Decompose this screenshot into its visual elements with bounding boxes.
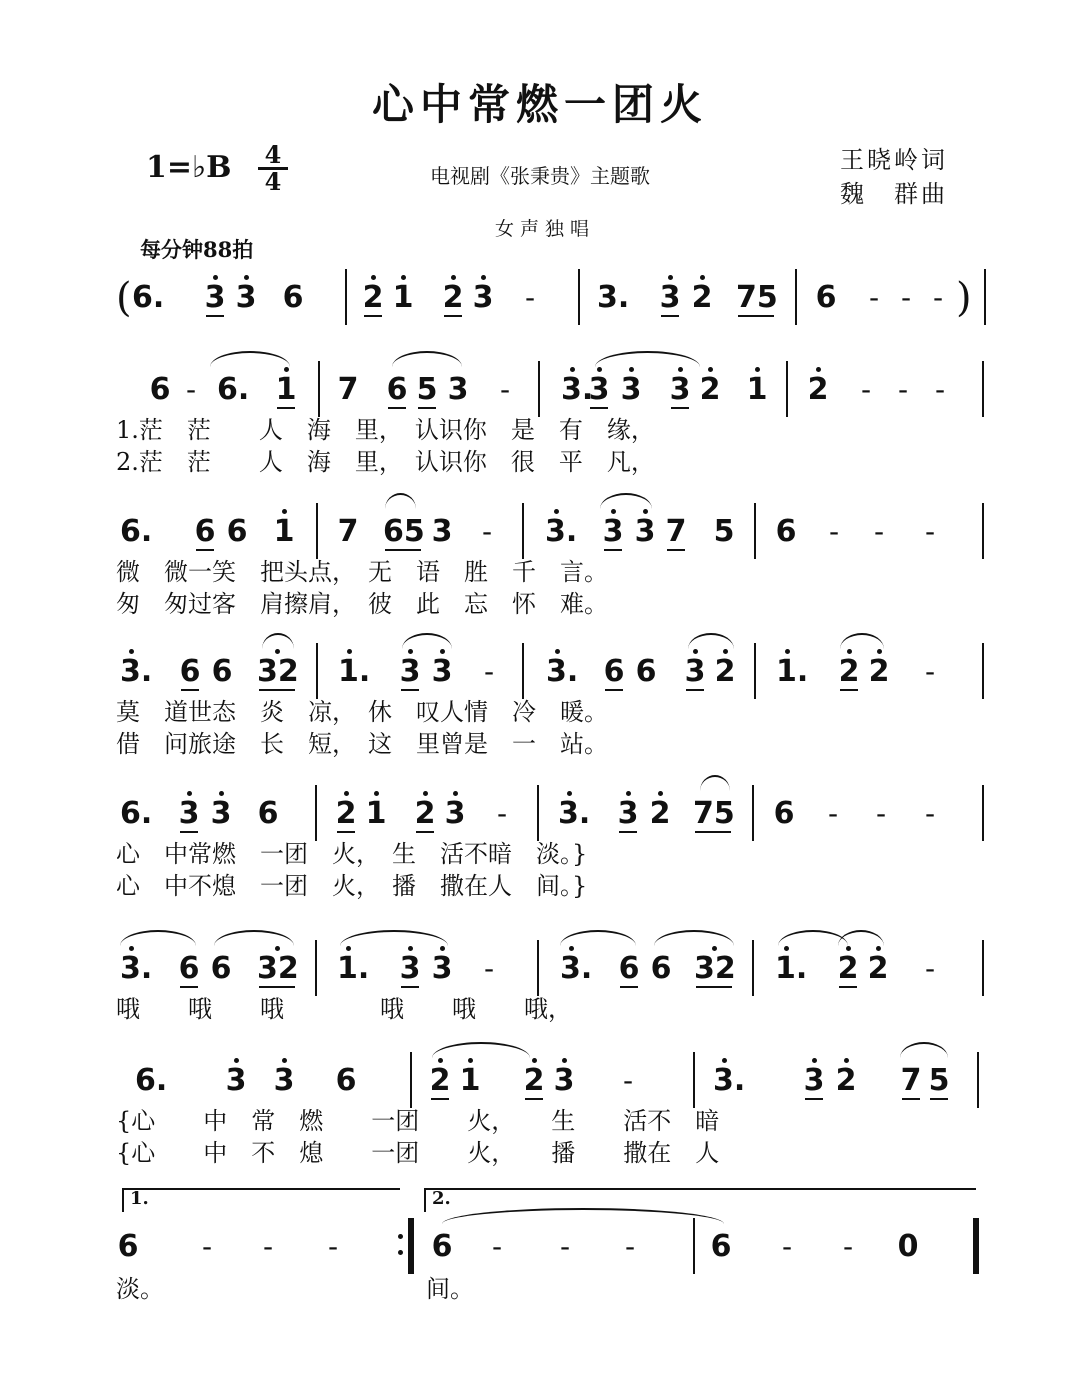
high-octave-dot [877,649,882,654]
note: 3 [204,281,226,315]
high-octave-dot [282,1058,287,1063]
beam-underline [277,407,295,409]
hold-dash: - [873,515,885,548]
note: 6 [815,280,837,315]
note: 3. [545,515,567,549]
note: 6 [773,796,795,831]
note: 1 [459,1064,481,1098]
high-octave-dot [401,275,406,280]
hold-dash: - [828,515,840,548]
high-octave-dot [440,649,445,654]
note: 2 [837,952,859,986]
beam-underline [401,986,419,988]
high-octave-dot [347,649,352,654]
hold-dash: - [827,797,839,830]
lyric-line: 哦 哦 哦 哦 哦 哦， [116,995,572,1023]
beam-underline [196,549,214,551]
beam-underline [619,831,637,833]
lyric-line: 间。 [426,1275,474,1303]
high-octave-dot [213,275,218,280]
hold-dash: - [481,515,493,548]
note: 6. [120,796,153,831]
note: 3. [597,280,630,315]
barline [977,1052,979,1108]
high-octave-dot [723,649,728,654]
high-octave-dot [569,946,574,951]
high-octave-dot [597,367,602,372]
song-title: 心中常燃一团火 [371,80,708,129]
note: 3 [588,373,610,407]
volta-second-ending [424,1188,976,1212]
note: 5 [928,1063,950,1098]
barline [984,269,986,325]
note: 6 [226,514,248,549]
high-octave-dot [844,1058,849,1063]
beam-underline [401,689,419,691]
high-octave-dot [708,367,713,372]
hold-dash: - [185,373,197,406]
high-octave-dot [722,1058,727,1063]
high-octave-dot [755,367,760,372]
barline [537,785,539,841]
beam-underline [416,831,434,833]
lyric-line: 微 微一笑 把头点， 无 语 胜 千 言。 [116,558,608,586]
note: 1. [338,655,360,689]
beam-underline [930,1098,948,1100]
beam-underline [696,986,732,988]
high-octave-dot [408,649,413,654]
barline [693,1218,695,1274]
note: 3 [447,372,469,407]
note: 6. [135,1063,168,1098]
score-row-5 [0,797,1080,947]
tempo-marking: 每分钟88拍 [140,237,254,262]
high-octave-dot [812,1058,817,1063]
note: 6 [179,654,201,689]
note: 3 [431,952,453,986]
note: 6 [149,372,171,407]
note: 6. [132,280,165,315]
beam-underline [431,1098,449,1100]
high-octave-dot [481,275,486,280]
note: 6 [210,951,232,986]
note: 7 [337,372,359,407]
lyric-line: 心 中常燃 一团 火， 生 活不暗 淡。} [116,840,588,868]
note: 1. [337,952,359,986]
hold-dash: - [897,373,909,406]
time-signature-bottom: 4 [264,167,282,196]
hold-dash: - [932,281,944,314]
beam-underline [385,549,421,551]
high-octave-dot [374,791,379,796]
barline [316,503,318,559]
beam-underline [902,1098,920,1100]
barline [982,643,984,699]
note: 1 [365,797,387,831]
high-octave-dot [438,1058,443,1063]
barline [786,361,788,417]
hold-dash: - [934,373,946,406]
hold-dash: - [201,1230,213,1263]
high-octave-dot [275,946,280,951]
note: 6 [117,1229,139,1264]
lyric-line: 心 中不熄 一团 火， 播 撒在人 间。} [116,872,588,900]
hold-dash: - [781,1230,793,1263]
beam-underline [364,315,382,317]
note: 3 [235,281,257,315]
high-octave-dot [562,1058,567,1063]
note: 6. [217,372,250,407]
hold-dash: - [924,515,936,548]
note: 3 [553,1064,575,1098]
note: 7 [337,514,359,549]
barline [318,361,320,417]
note: 1. [775,952,797,986]
barline [982,361,984,417]
hold-dash: - [262,1230,274,1263]
hold-dash: - [327,1230,339,1263]
hold-dash: - [496,797,508,830]
note: 2 [714,655,736,689]
barline [754,503,756,559]
note: 3 [225,1064,247,1098]
lyric-line: 2.茫 茫 人 海 里， 认识你 很 平 凡， [116,448,655,476]
high-octave-dot [284,367,289,372]
beam-underline [418,407,436,409]
lyric-line: {心 中 不 熄 一团 火， 播 撒在 人 [116,1139,720,1167]
beam-underline [180,831,198,833]
high-octave-dot [346,946,351,951]
note: 3. [120,655,142,689]
hold-dash: - [622,1064,634,1097]
note: 3 [431,655,453,689]
high-octave-dot [129,649,134,654]
beam-underline [686,689,704,691]
high-octave-dot [693,649,698,654]
repeat-dot [398,1250,403,1255]
note: 6 [386,372,408,407]
note: 6 [257,796,279,831]
high-octave-dot [451,275,456,280]
lyric-line: {心 中 常 燃 一团 火， 生 活不 暗 [116,1107,720,1135]
close-paren: ) [956,275,972,321]
barline [752,940,754,996]
hold-dash: - [900,281,912,314]
note: 6 [211,654,233,689]
lyric-line: 1.茫 茫 人 海 里， 认识你 是 有 缘， [116,416,655,444]
lyric-line: 淡。 [116,1275,164,1303]
barline [522,503,524,559]
repeat-barline [408,1218,414,1274]
note: 2 [649,797,671,831]
high-octave-dot [344,791,349,796]
note: 7 [900,1063,922,1098]
barline [316,643,318,699]
subtitle: 电视剧《张秉贵》主题歌 [430,164,650,188]
high-octave-dot [611,509,616,514]
note: 3 [273,1064,295,1098]
lyric-line: 莫 道世态 炎 凉， 休 叹人情 冷 暖。 [116,698,608,726]
note: 3. [546,655,568,689]
beam-underline [605,689,623,691]
beam-underline [206,315,224,317]
barline [752,785,754,841]
note: 2 [868,655,890,689]
note: 3. [713,1064,735,1098]
hold-dash: - [860,373,872,406]
high-octave-dot [244,275,249,280]
note: 2 [523,1064,545,1098]
repeat-dot [398,1234,403,1239]
final-barline [973,1218,979,1274]
note: 32 [257,655,297,689]
hold-dash: - [924,952,936,985]
high-octave-dot [219,791,224,796]
beam-underline [444,315,462,317]
note: 1 [392,281,414,315]
beam-underline [180,986,198,988]
high-octave-dot [626,791,631,796]
hold-dash: - [924,797,936,830]
volta-label-2: 2. [432,1188,451,1209]
hold-dash: - [483,655,495,688]
beam-underline [805,1098,823,1100]
barline [537,940,539,996]
note: 2 [362,281,384,315]
composer-credit: 魏 群曲 [840,180,948,208]
note: 2 [691,281,713,315]
note: 1 [746,373,768,407]
note: 6 [282,280,304,315]
note: 2 [442,281,464,315]
barline [522,643,524,699]
note: 5 [713,514,735,549]
lyric-line: 借 问旅途 长 短， 这 里曾是 一 站。 [116,730,608,758]
barline [982,503,984,559]
hold-dash: - [491,1230,503,1263]
note: 1. [776,655,798,689]
high-octave-dot [234,1058,239,1063]
note: 75 [693,796,735,831]
note: 3 [634,515,656,549]
note: 3 [620,373,642,407]
barline [538,361,540,417]
barline [345,269,347,325]
note: 75 [736,280,778,315]
note: 3. [561,373,583,407]
note: 3 [399,655,421,689]
barline [982,940,984,996]
barline [754,643,756,699]
note: 6 [710,1229,732,1264]
score-row-8 [0,1188,1080,1380]
note: 5 [416,372,438,407]
high-octave-dot [629,367,634,372]
beam-underline [604,549,622,551]
high-octave-dot [282,509,287,514]
high-octave-dot [785,649,790,654]
high-octave-dot [668,275,673,280]
high-octave-dot [555,649,560,654]
note: 2 [335,797,357,831]
high-octave-dot [876,946,881,951]
high-octave-dot [700,275,705,280]
volta-label-1: 1. [130,1188,149,1209]
note: 6 [335,1063,357,1098]
note: 3. [560,952,582,986]
hold-dash: - [868,281,880,314]
high-octave-dot [371,275,376,280]
beam-underline [620,986,638,988]
note: 3 [684,655,706,689]
barline [578,269,580,325]
high-octave-dot [816,367,821,372]
high-octave-dot [129,946,134,951]
hold-dash: - [483,952,495,985]
hold-dash: - [559,1230,571,1263]
beam-underline [259,689,295,691]
barline [315,785,317,841]
note: 6 [618,951,640,986]
note: 1 [273,515,295,549]
barline [693,1052,695,1108]
note: 2 [414,797,436,831]
open-paren: ( [116,275,132,321]
beam-underline [661,315,679,317]
note: 3 [669,373,691,407]
note: 6 [775,514,797,549]
beam-underline [525,1098,543,1100]
beam-underline [259,986,295,988]
high-octave-dot [712,946,717,951]
lyricist-credit: 王晓岭词 [840,146,948,174]
note: 3 [602,515,624,549]
note: 6. [120,514,153,549]
beam-underline [671,407,689,409]
key-signature: 1=♭B [146,150,232,185]
score-row-3 [0,515,1080,665]
note: 2 [838,655,860,689]
note: 2 [867,952,889,986]
high-octave-dot [678,367,683,372]
note: 6 [603,654,625,689]
hold-dash: - [875,797,887,830]
note: 2 [807,373,829,407]
hold-dash: - [624,1230,636,1263]
beam-underline [590,407,608,409]
high-octave-dot [847,649,852,654]
time-signature [258,140,288,196]
score-row-2 [0,373,1080,523]
hold-dash: - [842,1230,854,1263]
barline [410,1052,412,1108]
lyric-line: 匆 匆过客 肩擦肩， 彼 此 忘 怀 难。 [116,590,608,618]
hold-dash: - [924,655,936,688]
high-octave-dot [423,791,428,796]
note: 2 [699,373,721,407]
high-octave-dot [532,1058,537,1063]
note: 6 [650,951,672,986]
note: 0 [897,1229,919,1264]
note: 3 [210,797,232,831]
note: 2 [429,1064,451,1098]
beam-underline [840,689,858,691]
note: 3. [120,952,142,986]
high-octave-dot [554,509,559,514]
beam-underline [388,407,406,409]
high-octave-dot [440,946,445,951]
beam-underline [839,986,857,988]
note: 6 [194,514,216,549]
note: 1 [275,373,297,407]
note: 3 [617,797,639,831]
high-octave-dot [643,509,648,514]
note: 32 [257,952,297,986]
high-octave-dot [453,791,458,796]
barline [315,940,317,996]
time-signature-top: 4 [264,140,282,169]
hold-dash: - [524,281,536,314]
barline [982,785,984,841]
hold-dash: - [499,373,511,406]
note: 2 [835,1064,857,1098]
note: 3 [444,797,466,831]
high-octave-dot [570,367,575,372]
high-octave-dot [846,946,851,951]
note: 3 [472,281,494,315]
beam-underline [738,315,774,317]
note: 3 [431,514,453,549]
note: 3 [803,1064,825,1098]
high-octave-dot [658,791,663,796]
beam-underline [181,689,199,691]
note: 3 [399,952,421,986]
beam-underline [695,831,731,833]
high-octave-dot [187,791,192,796]
high-octave-dot [275,649,280,654]
high-octave-dot [408,946,413,951]
note: 6 [635,654,657,689]
high-octave-dot [784,946,789,951]
score-row-4 [0,655,1080,805]
note: 6 [178,951,200,986]
barline [795,269,797,325]
note: 3. [558,797,580,831]
volta-first-ending [122,1188,400,1212]
note: 3 [178,797,200,831]
high-octave-dot [468,1058,473,1063]
performance-note: 女声独唱 [495,218,596,240]
beam-underline [667,549,685,551]
note: 65 [383,514,425,549]
beam-underline [337,831,355,833]
note: 7 [665,514,687,549]
note: 6 [431,1229,453,1264]
high-octave-dot [567,791,572,796]
note: 32 [694,952,734,986]
note: 3 [659,281,681,315]
